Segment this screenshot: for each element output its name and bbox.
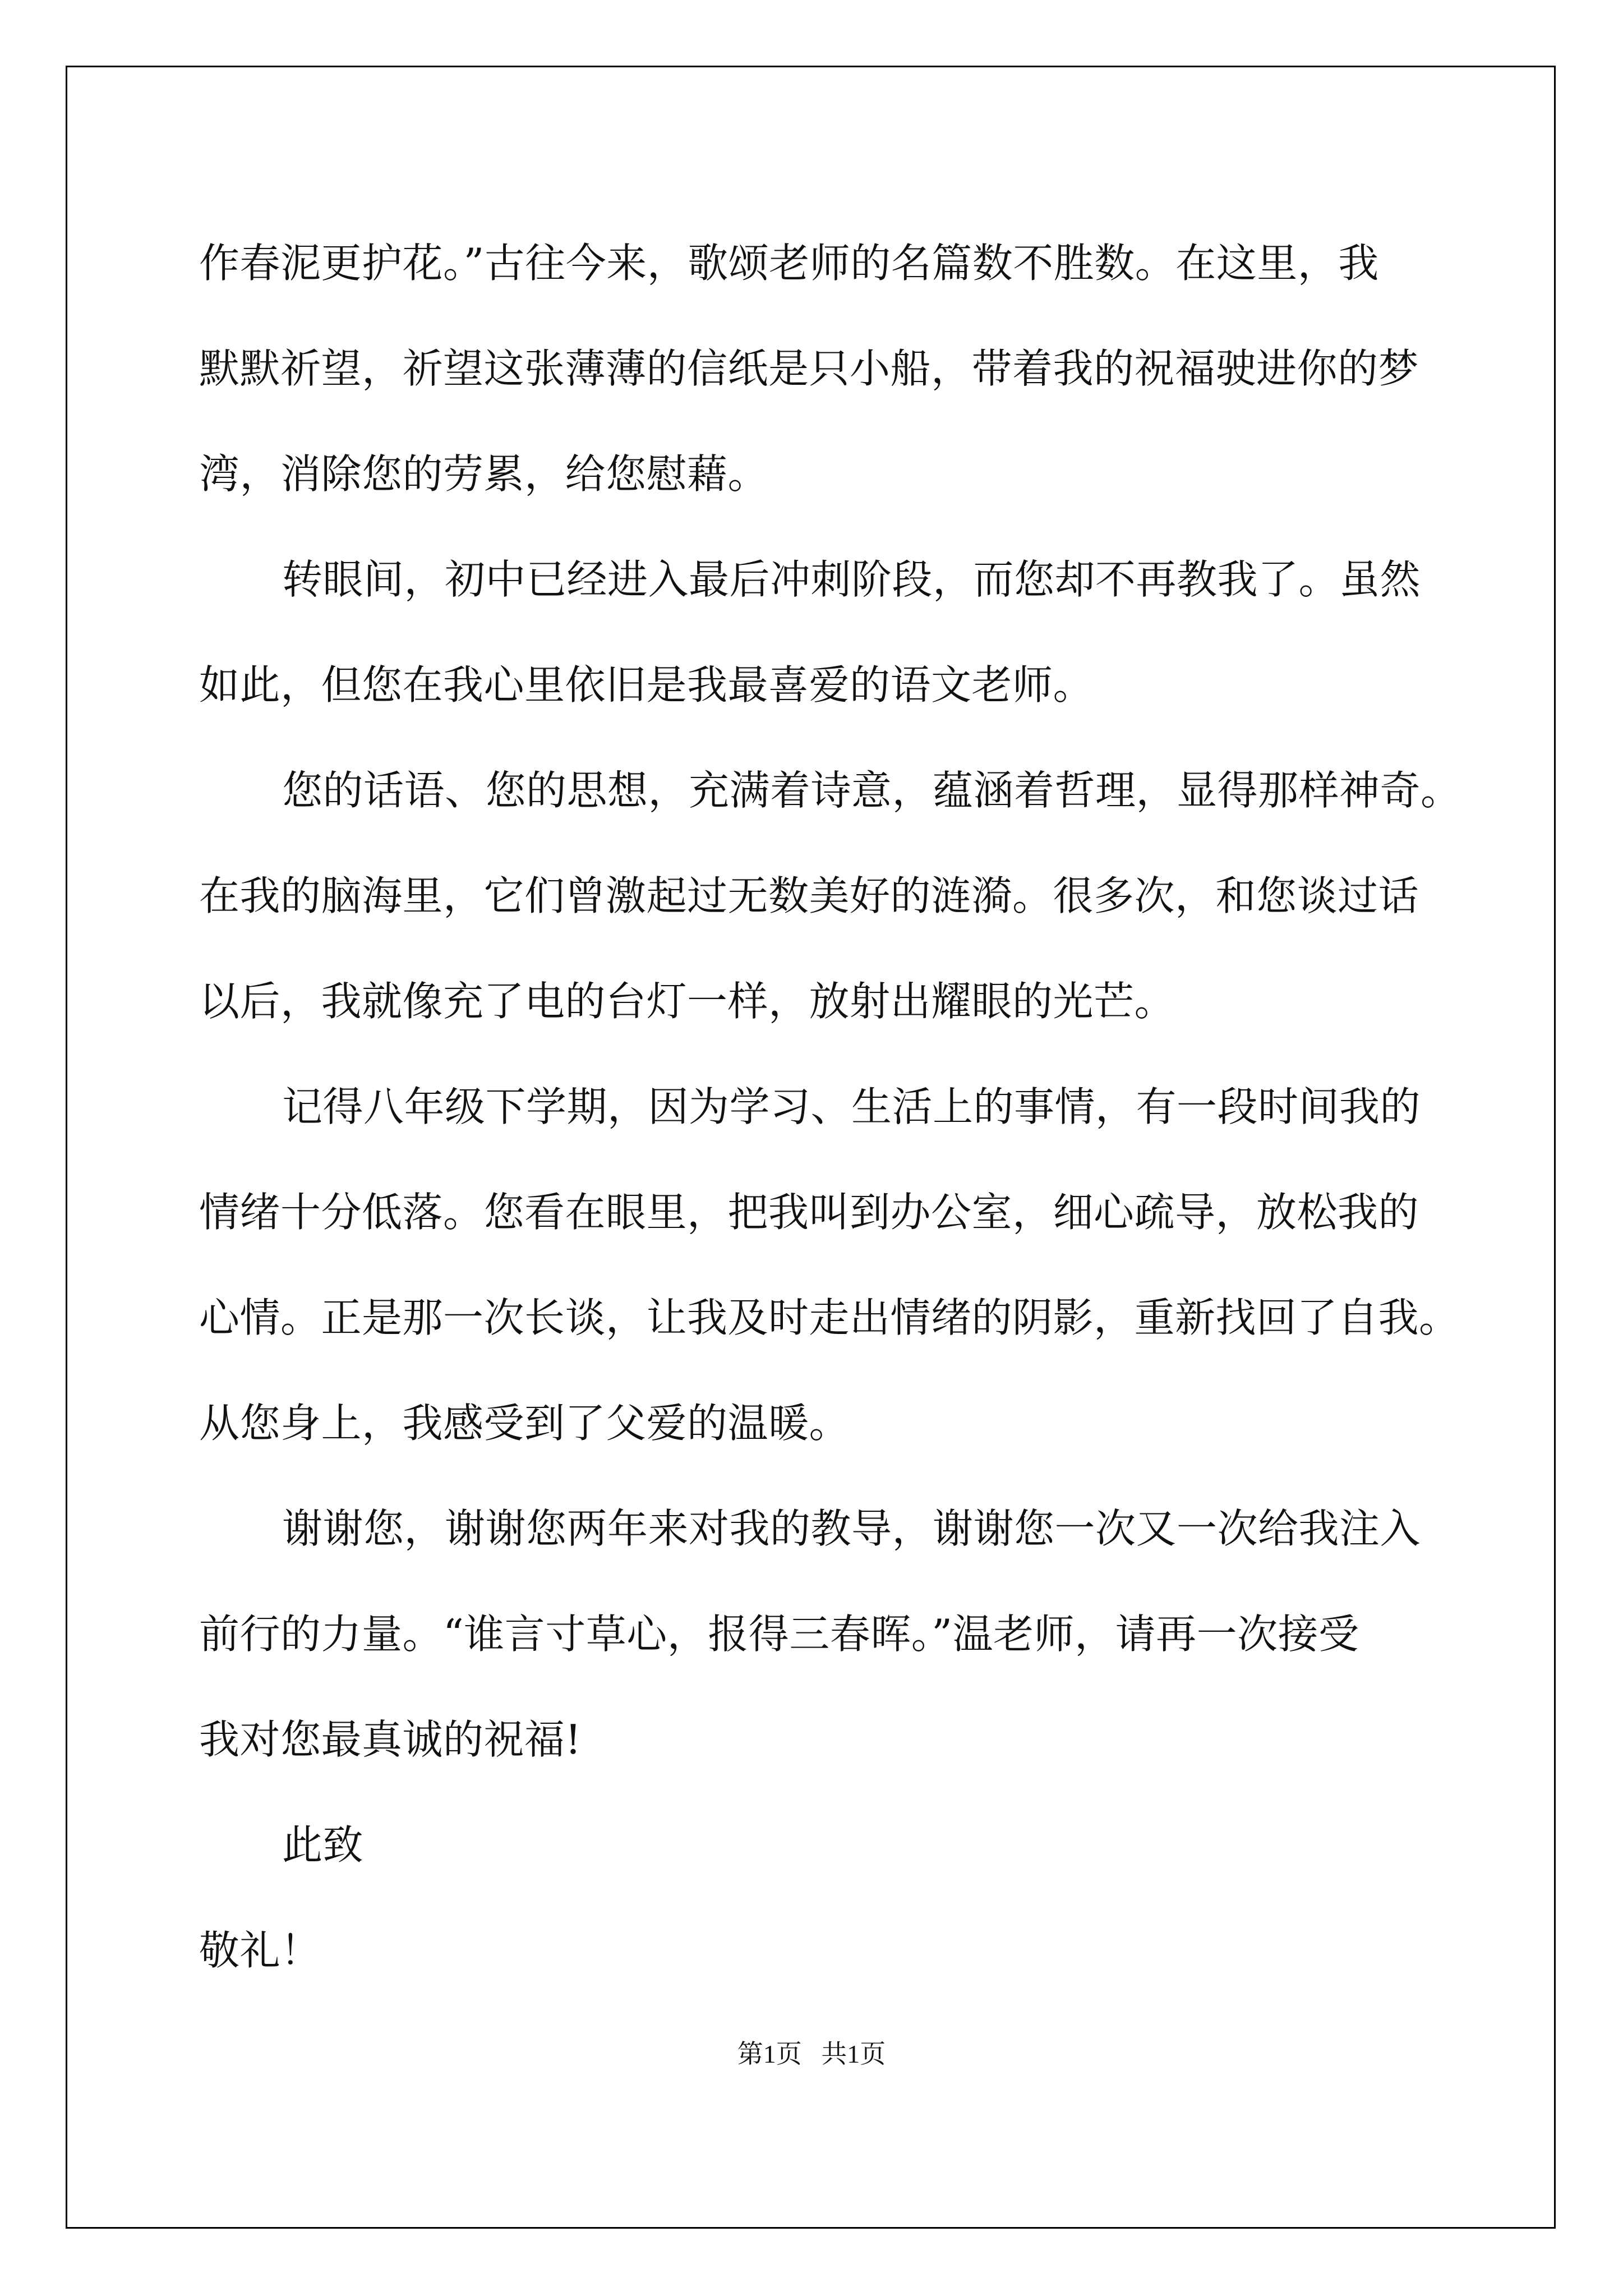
text-line: 在我的脑海里，它们曾激起过无数美好的涟漪。很多次，和您谈过话 — [199, 872, 1419, 919]
text-line: 心情。正是那一次长谈，让我及时走出情绪的阴影，重新找回了自我。 — [199, 1294, 1460, 1341]
closing-salutation: 此致 — [282, 1821, 364, 1869]
text-line: 转眼间，初中已经进入最后冲刺阶段，而您却不再教我了。虽然 — [282, 556, 1421, 603]
closing-regards: 敬礼！ — [199, 1927, 321, 1974]
text-line: 我对您最真诚的祝福! — [199, 1716, 582, 1763]
text-line: 如此，但您在我心里依旧是我最喜爱的语文老师。 — [199, 661, 1094, 708]
page-number-footer: 第1页 共1页 — [737, 2040, 886, 2068]
text-line: 记得八年级下学期，因为学习、生活上的事情，有一段时间我的 — [282, 1083, 1421, 1130]
text-line: 情绪十分低落。您看在眼里，把我叫到办公室，细心疏导，放松我的 — [199, 1189, 1419, 1236]
text-line: 作春泥更护花。”古往今来，歌颂老师的名篇数不胜数。在这里，我 — [199, 240, 1379, 287]
text-line: 湾，消除您的劳累，给您慰藉。 — [199, 450, 769, 498]
text-line: 从您身上，我感受到了父爱的温暖。 — [199, 1400, 850, 1447]
text-line: 前行的力量。“谁言寸草心，报得三春晖。”温老师，请再一次接受 — [199, 1611, 1359, 1658]
letter-body — [199, 210, 1461, 2003]
text-line: 以后，我就像充了电的台灯一样，放射出耀眼的光芒。 — [199, 978, 1175, 1025]
text-line: 谢谢您，谢谢您两年来对我的教导，谢谢您一次又一次给我注入 — [282, 1505, 1421, 1552]
text-line: 默默祈望，祈望这张薄薄的信纸是只小船，带着我的祝福驶进你的梦 — [199, 345, 1419, 392]
text-line: 您的话语、您的思想，充满着诗意，蕴涵着哲理，显得那样神奇。 — [282, 767, 1461, 814]
